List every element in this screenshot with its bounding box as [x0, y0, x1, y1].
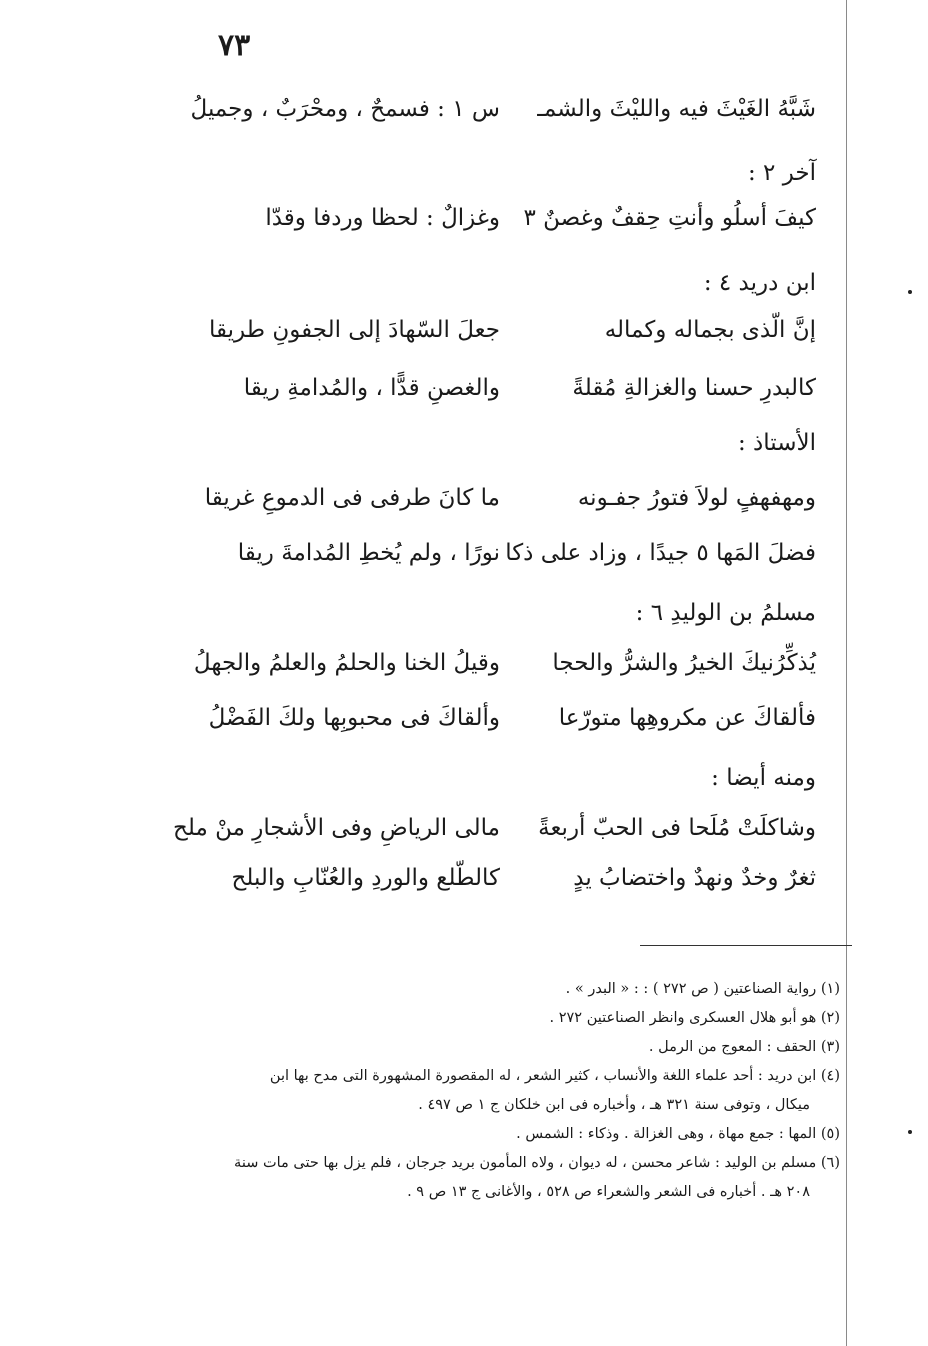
footnote-text: مسلم بن الوليد : شاعر محسن ، له ديوان ، ولاه المأمون بريد جرجان ، فلم يزل بها حتى مات سنة	[234, 1155, 817, 1171]
footnote-text: رواية الصناعتين ( ص ٢٧٢ ) : : « البدر » .	[565, 981, 817, 997]
hemistich-second: جعلَ السّهادَ إلى الجفونِ طريقا	[208, 317, 500, 343]
footnote-continuation: ميكال ، وتوفى سنة ٣٢١ هـ ، وأخباره فى ابن خلكان ج ١ ص ٤٩٧ .	[418, 1097, 810, 1113]
footnote	[120, 1062, 840, 1091]
footnote-text: هو أبو هلال العسكرى وانظر الصناعتين ٢٧٢ .	[549, 1010, 817, 1026]
hemistich-first: شَبَّهُ الغَيْثَ فيه والليْثَ والشمـ	[537, 96, 816, 122]
hemistich-first: فضلَ المَها ٥ جيدًا ، وزاد على ذكا	[505, 540, 816, 566]
footnote-text: الحقف : المعوج من الرمل .	[648, 1039, 817, 1055]
footnote-continuation: ٢٠٨ هـ . أخباره فى الشعر والشعراء ص ٥٢٨ ، والأغانى ج ١٣ ص ٩ .	[407, 1184, 810, 1200]
verse-line	[150, 540, 840, 596]
footnote	[120, 975, 840, 1004]
page-number: ٧٣	[218, 28, 251, 63]
verse-line	[150, 650, 840, 706]
poet-heading	[150, 765, 840, 821]
footnote	[120, 1120, 840, 1149]
margin-rule	[846, 0, 847, 1346]
hemistich-first: ثغرٌ وخدٌ ونهدٌ واختضابُ يدٍ	[573, 865, 816, 891]
footnote-number: (٥)	[820, 1126, 840, 1142]
footnote	[120, 1033, 840, 1062]
heading-text: الأستاذ :	[737, 430, 816, 456]
hemistich-first: فألقاكَ عن مكروهِها متورّعا	[558, 705, 816, 731]
hemistich-first: وشاكلَتْ مُلَحا فى الحبّ أربعةً	[538, 815, 816, 841]
footnote-number: (٦)	[820, 1155, 840, 1171]
hemistich-first: ومهفهفٍ لولاَ فتورُ جفـونه	[577, 485, 816, 511]
margin-mark	[908, 1130, 912, 1134]
hemistich-first: إنَّ الّذى بجماله وكماله	[604, 317, 816, 343]
poet-heading	[150, 600, 840, 656]
heading-text: ابن دريد ٤ :	[703, 270, 816, 296]
hemistich-first: كالبدرِ حسنا والغزالةِ مُقلةً	[572, 375, 816, 401]
footnote-text: المها : جمع مهاة ، وهى الغزالة . وذكاء : الشمس .	[516, 1126, 817, 1142]
verse-line	[150, 705, 840, 761]
verse-line	[150, 815, 840, 871]
hemistich-second: كالطّلع والوردِ والعُنّابِ والبلح	[231, 865, 500, 891]
footnote-number: (٤)	[820, 1068, 840, 1084]
footnote-text: ابن دريد : أحد علماء اللغة والأنساب ، كثير الشعر ، له المقصورة المشهورة التى مدح بها ابن	[269, 1068, 817, 1084]
hemistich-second: نورًا ، ولم يُخطِ المُدامةَ ريقا	[237, 540, 500, 566]
hemistich-second: وقيلُ الخنا والحلمُ والعلمُ والجهلُ	[193, 650, 500, 676]
footnotes	[120, 975, 840, 1207]
hemistich-second: وألقاكَ فى محبوبِها ولكَ الفَضْلُ	[208, 705, 500, 731]
heading-text: مسلمُ بن الوليدِ ٦ :	[635, 600, 816, 626]
hemistich-first: يُذكِّرُنيكَ الخيرُ والشرُّ والحجا	[552, 650, 816, 676]
footnote-number: (١)	[820, 981, 840, 997]
verse-line	[150, 375, 840, 431]
footnote-divider	[640, 945, 852, 946]
hemistich-second: والغصنِ قدًّا ، والمُدامةِ ريقا	[243, 375, 500, 401]
hemistich-first: كيفَ أسلُو وأنتِ حِقفٌ وغصنٌ ٣	[523, 205, 816, 231]
footnote	[120, 1149, 840, 1178]
hemistich-second: مالى الرياضِ وفى الأشجارِ منْ ملح	[173, 815, 500, 841]
heading-text: آخر ٢ :	[747, 160, 816, 186]
hemistich-second: س ١ : فسمحٌ ، ومحْرَبٌ ، وجميلُ	[190, 96, 500, 122]
margin-mark	[908, 290, 912, 294]
verse-line	[150, 317, 840, 373]
heading-text: ومنه أيضا :	[711, 765, 816, 791]
hemistich-second: وغزالٌ : لحظا وردفا وقدّا	[265, 205, 500, 231]
footnote-number: (٣)	[820, 1039, 840, 1055]
footnote	[120, 1004, 840, 1033]
verse-line	[150, 485, 840, 541]
verse-line	[150, 205, 840, 261]
hemistich-second: ما كانَ طرفى فى الدموعِ غريقا	[204, 485, 500, 511]
verse-line	[150, 96, 840, 152]
verse-line	[150, 865, 840, 921]
poet-heading	[150, 430, 840, 486]
footnote-number: (٢)	[820, 1010, 840, 1026]
